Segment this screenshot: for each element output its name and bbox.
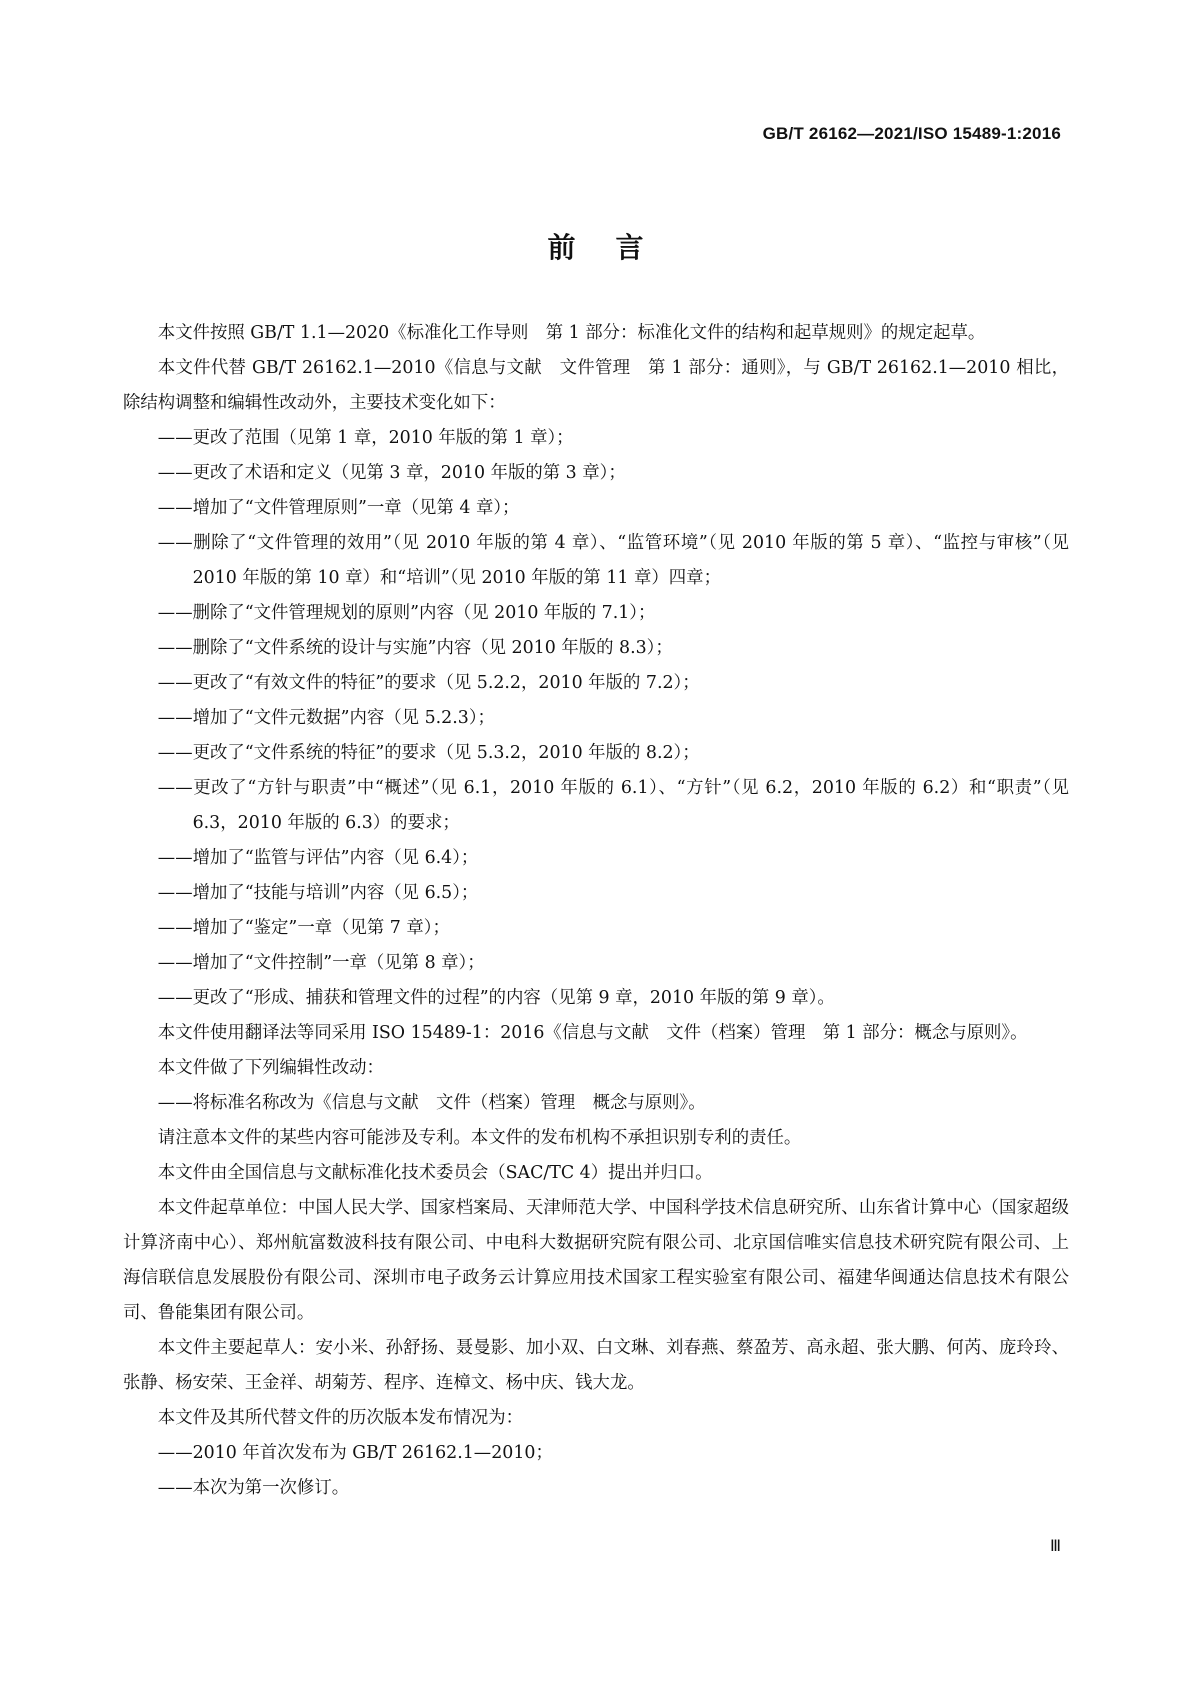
page-number: Ⅲ	[1049, 1538, 1061, 1555]
change-item: ——删除了“文件系统的设计与实施”内容（见 2010 年版的 8.3）；	[157, 638, 673, 658]
paragraph-drafting-rules: 本文件按照 GB/T 1.1—2020《标准化工作导则 第 1 部分：标准化文件的结构和起草规则》的规定起草。	[157, 323, 986, 343]
paragraph-adoption: 本文件使用翻译法等同采用 ISO 15489-1：2016《信息与文献 文件（档案）管理 第 1 部分：概念与原则》。	[157, 1023, 1028, 1043]
standard-code: GB/T 26162—2021/ISO 15489-1:2016	[762, 124, 1061, 143]
change-item: ——更改了术语和定义（见第 3 章，2010 年版的第 3 章）；	[157, 463, 626, 483]
editorial-item: ——将标准名称改为《信息与文献 文件（档案）管理 概念与原则》。	[157, 1093, 706, 1113]
change-item: ——更改了“方针与职责”中“概述”（见 6.1，2010 年版的 6.1）、“方针”（见 6.2，2010 年版的 6.2）和“职责”（见 6.3，2010 年版的 6.3）的要求；	[157, 778, 1069, 833]
change-item: ——更改了“文件系统的特征”的要求（见 5.3.2，2010 年版的 8.2）；	[157, 743, 700, 763]
change-item: ——增加了“监管与评估”内容（见 6.4）；	[157, 848, 479, 868]
history-item: ——2010 年首次发布为 GB/T 26162.1—2010；	[157, 1443, 553, 1463]
change-item: ——增加了“文件元数据”内容（见 5.2.3）；	[157, 708, 495, 728]
change-item: ——增加了“技能与培训”内容（见 6.5）；	[157, 883, 479, 903]
page-title: 前言	[547, 231, 684, 264]
change-item: ——更改了“形成、捕获和管理文件的过程”的内容（见第 9 章，2010 年版的第 9 章）。	[157, 988, 835, 1008]
history-item: ——本次为第一次修订。	[157, 1478, 350, 1498]
change-item: ——删除了“文件管理规划的原则”内容（见 2010 年版的 7.1）；	[157, 603, 656, 623]
change-item: ——增加了“鉴定”一章（见第 7 章）；	[157, 918, 450, 938]
paragraph-proposer: 本文件由全国信息与文献标准化技术委员会（SAC/TC 4）提出并归口。	[157, 1163, 713, 1183]
paragraph-editorial-changes: 本文件做了下列编辑性改动：	[157, 1058, 384, 1078]
paragraph-replacement: 本文件代替 GB/T 26162.1—2010《信息与文献 文件管理 第 1 部分：通则》，与 GB/T 26162.1—2010 相比，除结构调整和编辑性改动外，主要技术变化如下：	[123, 358, 1069, 413]
change-item: ——增加了“文件控制”一章（见第 8 章）；	[157, 953, 485, 973]
paragraph-patent-notice: 请注意本文件的某些内容可能涉及专利。本文件的发布机构不承担识别专利的责任。	[157, 1128, 802, 1148]
document-body	[123, 316, 1069, 1506]
change-item: ——更改了“有效文件的特征”的要求（见 5.2.2，2010 年版的 7.2）；	[157, 673, 700, 693]
change-item: ——增加了“文件管理原则”一章（见第 4 章）；	[157, 498, 520, 518]
paragraph-drafters: 本文件主要起草人：安小米、孙舒扬、聂曼影、加小双、白文琳、刘春燕、蔡盈芳、高永超、张大鹏、何芮、庞玲玲、张静、杨安荣、王金祥、胡菊芳、程序、连樟文、杨中庆、钱大龙。	[123, 1338, 1069, 1393]
paragraph-history: 本文件及其所代替文件的历次版本发布情况为：	[157, 1408, 524, 1428]
change-item: ——更改了范围（见第 1 章，2010 年版的第 1 章）；	[157, 428, 574, 448]
paragraph-drafting-units: 本文件起草单位：中国人民大学、国家档案局、天津师范大学、中国科学技术信息研究所、山东省计算中心（国家超级计算济南中心）、郑州航富数波科技有限公司、中电科大数据研究院有限公司、北京国信唯实信息技术研究院有限公司、上海信联信息发展股份有限公司、深圳市电子政务云计算应用技术国家工程实验室有限公司、福建华闽通达信息技术有限公司、鲁能集团有限公司。	[123, 1198, 1069, 1323]
change-item: ——删除了“文件管理的效用”（见 2010 年版的第 4 章）、“监管环境”（见 2010 年版的第 5 章）、“监控与审核”（见 2010 年版的第 10 章）和“培训”（见 2010 年版的第 11 章）四章；	[157, 533, 1069, 588]
